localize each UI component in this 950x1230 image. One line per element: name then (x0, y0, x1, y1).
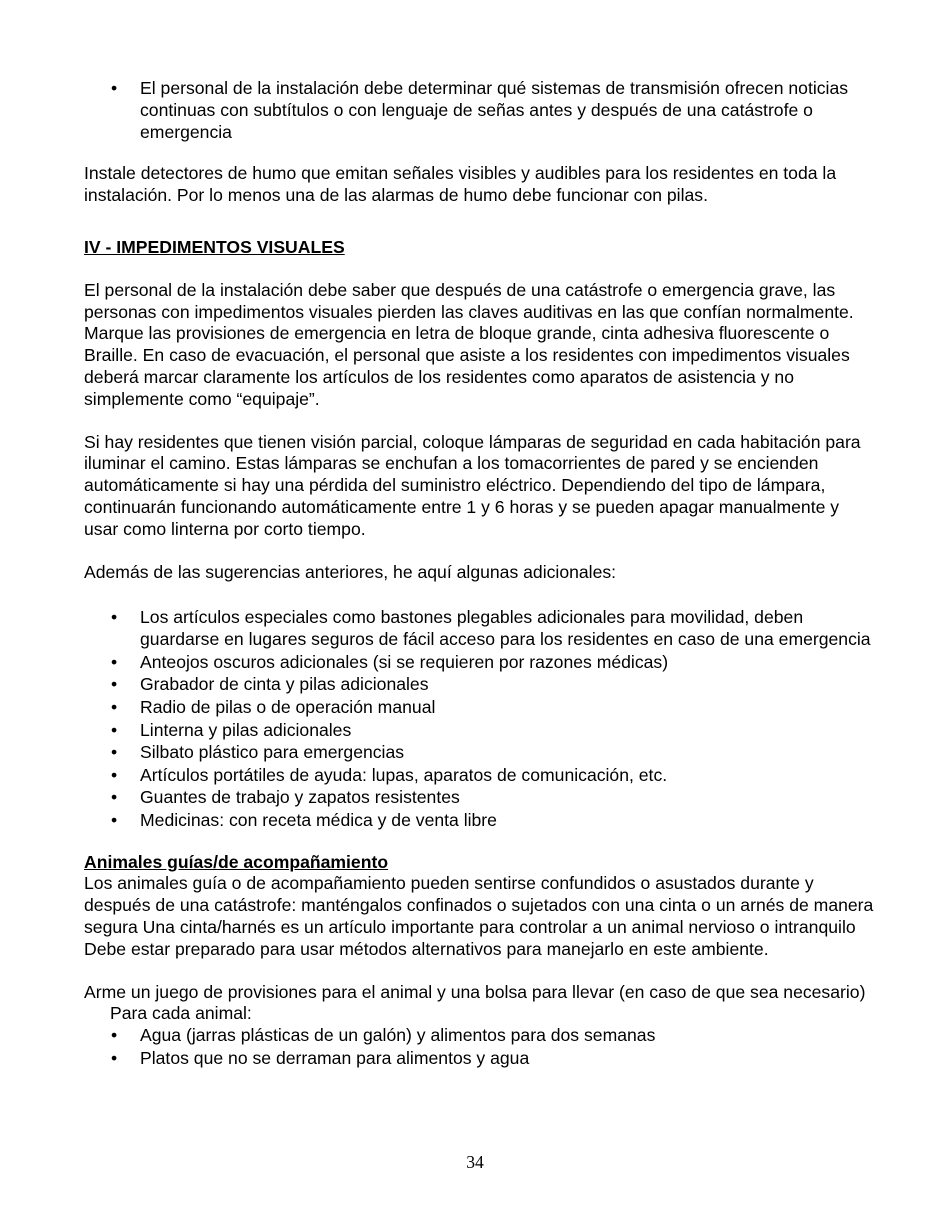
list-item: • Silbato plástico para emergencias (84, 742, 874, 764)
suggestions-intro: Además de las sugerencias anteriores, he aquí algunas adicionales: (84, 561, 617, 582)
list-item: • Agua (jarras plásticas de un galón) y alimentos para dos semanas (84, 1025, 874, 1047)
list-item: • Linterna y pilas adicionales (84, 720, 874, 742)
broadcast-list (84, 78, 874, 143)
per-animal-label: Para cada animal: (110, 1003, 252, 1024)
section-heading: IV - IMPEDIMENTOS VISUALES (84, 236, 345, 257)
list-item: • Guantes de trabajo y zapatos resistentes (84, 787, 874, 809)
list-item: • Platos que no se derraman para alimentos y agua (84, 1048, 874, 1070)
list-item: • Artículos portátiles de ayuda: lupas, aparatos de comunicación, etc. (84, 765, 874, 787)
animals-heading: Animales guías/de acompañamiento (84, 851, 389, 872)
page-number: 34 (466, 1152, 484, 1172)
list-item: • Medicinas: con receta médica y de venta libre (84, 810, 874, 832)
visual-impairment-paragraph-1: El personal de la instalación debe saber que después de una catástrofe o emergencia grave, las personas con impedimentos visuales pierden las claves auditivas en las que confían normalmente. Marque las provisiones de emergencia en letra de bloque grande, cinta adhesiva fluorescente o Braille. En caso de evacuación, el personal que asiste a los residentes con impedimentos visuales deberá marcar claramente los artículos de los residentes como aparatos de asistencia y no simplemente como “equipaje”. (84, 279, 854, 409)
kit-paragraph: Arme un juego de provisiones para el animal y una bolsa para llevar (en caso de que sea necesario) (84, 981, 866, 1002)
visual-impairment-paragraph-2: Si hay residentes que tienen visión parcial, coloque lámparas de seguridad en cada habitación para iluminar el camino. Estas lámparas se enchufan a los tomacorrientes de pared y se encienden automáticamente si hay una pérdida del suministro eléctrico. Dependiendo del tipo de lámpara, continuarán funcionando automáticamente entre 1 y 6 horas y se pueden apagar manualmente y usar como linterna por corto tiempo. (84, 431, 861, 539)
list-item: • El personal de la instalación debe determinar qué sistemas de transmisión ofrecen noticias continuas con subtítulos o con lenguaje de señas antes y después de una catástrofe o emergencia (84, 78, 874, 143)
suggestions-list (84, 607, 874, 831)
list-item: • Grabador de cinta y pilas adicionales (84, 674, 874, 696)
animals-paragraph: Los animales guía o de acompañamiento pueden sentirse confundidos o asustados durante y después de una catástrofe: manténgalos confinados o sujetados con una cinta o un arnés de manera segura Una cinta/harnés es un artículo importante para controlar a un animal nervioso o intranquilo Debe estar preparado para usar métodos alternativos para manejarlo en este ambiente. (84, 873, 874, 959)
animal-supplies-list (84, 1025, 874, 1069)
smoke-detector-paragraph: Instale detectores de humo que emitan señales visibles y audibles para los residentes en toda la instalación. Por lo menos una de las alarmas de humo debe funcionar con pilas. (84, 163, 837, 206)
document-page (84, 78, 874, 1070)
list-item: • Radio de pilas o de operación manual (84, 697, 874, 719)
list-item: • Los artículos especiales como bastones plegables adicionales para movilidad, deben guardarse en lugares seguros de fácil acceso para los residentes en caso de una emergencia (84, 607, 874, 651)
list-item: • Anteojos oscuros adicionales (si se requieren por razones médicas) (84, 652, 874, 674)
